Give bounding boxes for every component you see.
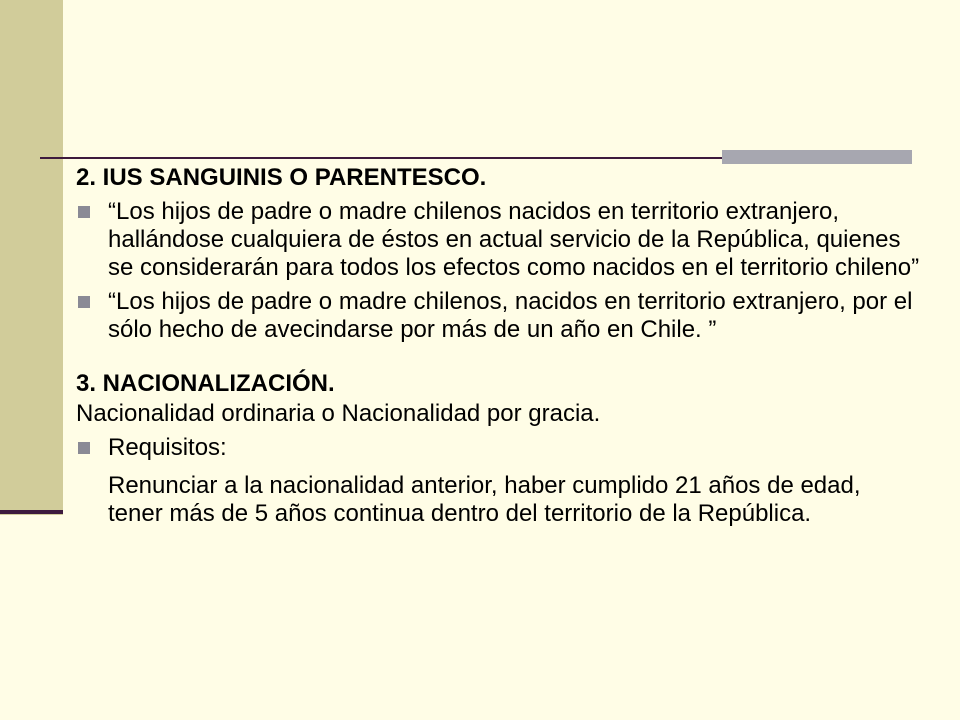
square-bullet-icon — [78, 206, 90, 218]
bullet-text: “Los hijos de padre o madre chilenos, nacidos en territorio extranjero, por el sólo hecho de avecindarse por más de un año en Chile. ” — [108, 288, 913, 343]
section-3-subtitle: Nacionalidad ordinaria o Nacionalidad por gracia. — [76, 400, 601, 427]
bullet-text: Requisitos: — [108, 434, 227, 461]
bullet-text: “Los hijos de padre o madre chilenos nacidos en territorio extranjero, hallándose cualquiera de éstos en actual servicio de la República, quienes se considerarán para todos los efectos como nacidos en el territorio chileno” — [108, 198, 920, 281]
slide-content — [76, 160, 926, 528]
bullet-item — [76, 198, 926, 282]
square-bullet-icon — [78, 442, 90, 454]
bullet-item — [76, 434, 926, 462]
square-bullet-icon — [78, 296, 90, 308]
bullet-item — [76, 288, 926, 344]
band-underline — [0, 510, 63, 514]
section-3-heading: 3. NACIONALIZACIÓN. — [76, 370, 335, 397]
left-decorative-band — [0, 0, 63, 515]
spacer — [76, 344, 926, 366]
section-2-heading: 2. IUS SANGUINIS O PARENTESCO. — [76, 164, 487, 191]
requirements-detail: Renunciar a la nacionalidad anterior, haber cumplido 21 años de edad, tener más de 5 años continua dentro del territorio de la República. — [108, 472, 861, 527]
